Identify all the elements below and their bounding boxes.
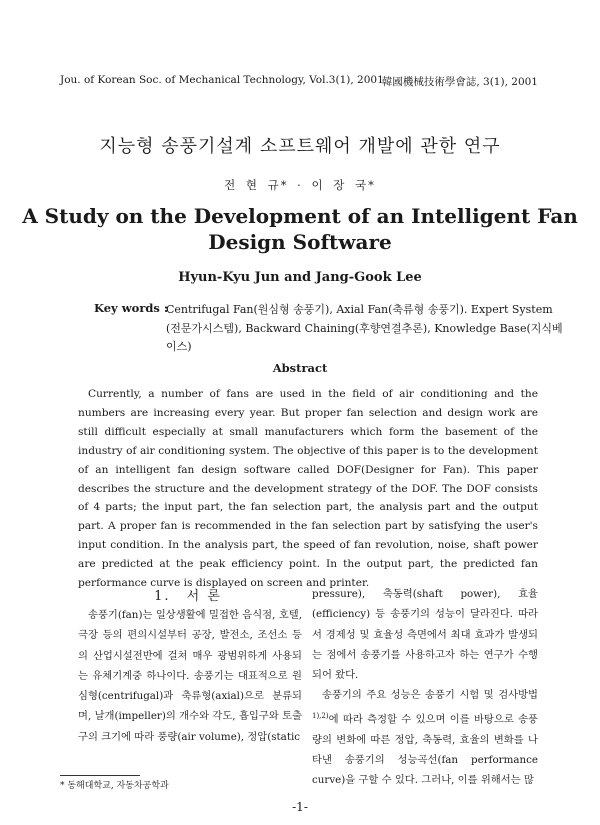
page-number: -1- [292, 800, 308, 814]
section-title: 서 론 [186, 589, 222, 604]
authors-english: Hyun-Kyu Jun and Jang-Gook Lee [178, 270, 422, 285]
abstract-body [78, 385, 538, 593]
title-korean: 지능형 송풍기설계 소프트웨어 개발에 관한 연구 [99, 136, 501, 157]
body-column-left [78, 605, 302, 747]
abstract-paragraph: Currently, a number of fans are used in the field of air conditioning and the numbers are increasing every year. But proper fan selection and design work are still difficult especially at small manufacturers which form the basement of the industry of air conditioning system. The objective of this paper is to the development of an intelligent fan design software called DOF(Designer for Fan). This paper describes the structure and the development strategy of the DOF. The DOF consists of 4 parts; the input part, the fan selection part, the analysis part and the output part. A proper fan is recommended in the fan selection part by satisfying the user's input condition. In the analysis part, the speed of fan revolution, noise, shaft power are predicted at the peak efficiency point. In the output part, the predicted fan performance curve is displayed on screen and printer. [78, 388, 538, 590]
section-heading [78, 585, 298, 604]
footnote: * 동해대학교, 자동차공학과 [60, 781, 169, 791]
body-paragraph: 송풍기(fan)는 일상생활에 밀접한 음식점, 호텔, 극장 등의 편의시설부터 공장, 발전소, 조선소 등의 산업시설전반에 걸쳐 매우 광범위하게 사용되는 유체기계중 하나이다. 송풍기는 대표적으로 원심형(centrifugal)과 축류형(axial)으로 분류되며, 날개(impeller)의 개수와 각도, 흡입구와 토출구의 크기에 따라 풍량(air volume), 정압(static [78, 609, 302, 743]
body-column-right [312, 584, 538, 790]
body-text: 에 따라 측정할 수 있으며 이를 바탕으로 송풍량의 변화에 따른 정압, 축동력, 효율의 변화를 나타낸 송풍기의 성능곡선(fan performance curve)을 구할 수 있다. 그러나, 이를 위해서는 많 [312, 713, 538, 787]
abstract-heading: Abstract [272, 361, 328, 375]
authors-korean: 전 현 규* · 이 장 국* [224, 178, 376, 192]
body-paragraph [312, 685, 538, 790]
section-number: 1. [154, 589, 171, 604]
footnote-divider [60, 775, 140, 776]
body-paragraph: pressure), 축동력(shaft power), 효율(efficiency) 등 송풍기의 성능이 달라진다. 따라서 경제성 및 효율성 측면에서 최대 효과가 발생되는 점에서 송풍기를 사용하고자 하는 연구가 수행되어 왔다. [312, 588, 538, 682]
body-text: 송풍기의 주요 성능은 송풍기 시험 및 검사방법 [322, 689, 538, 702]
title-english-text: A Study on the Development of an Intelligent Fan Design Software [22, 204, 578, 254]
title-english [0, 203, 600, 255]
journal-citation-right: 韓國機械技術學會誌, 3(1), 2001 [381, 76, 538, 88]
keywords-text: Centrifugal Fan(원심형 송풍기), Axial Fan(축류형 송풍기). Expert System (전문가시스템), Backward Chaining(후향연결추론), Knowledge Base(지식베이스) [166, 303, 563, 353]
keywords-label: Key words : [94, 301, 169, 315]
reference-superscript: 1),2) [312, 711, 329, 720]
journal-citation-left: Jou. of Korean Soc. of Mechanical Technology, Vol.3(1), 2001 [60, 74, 384, 86]
